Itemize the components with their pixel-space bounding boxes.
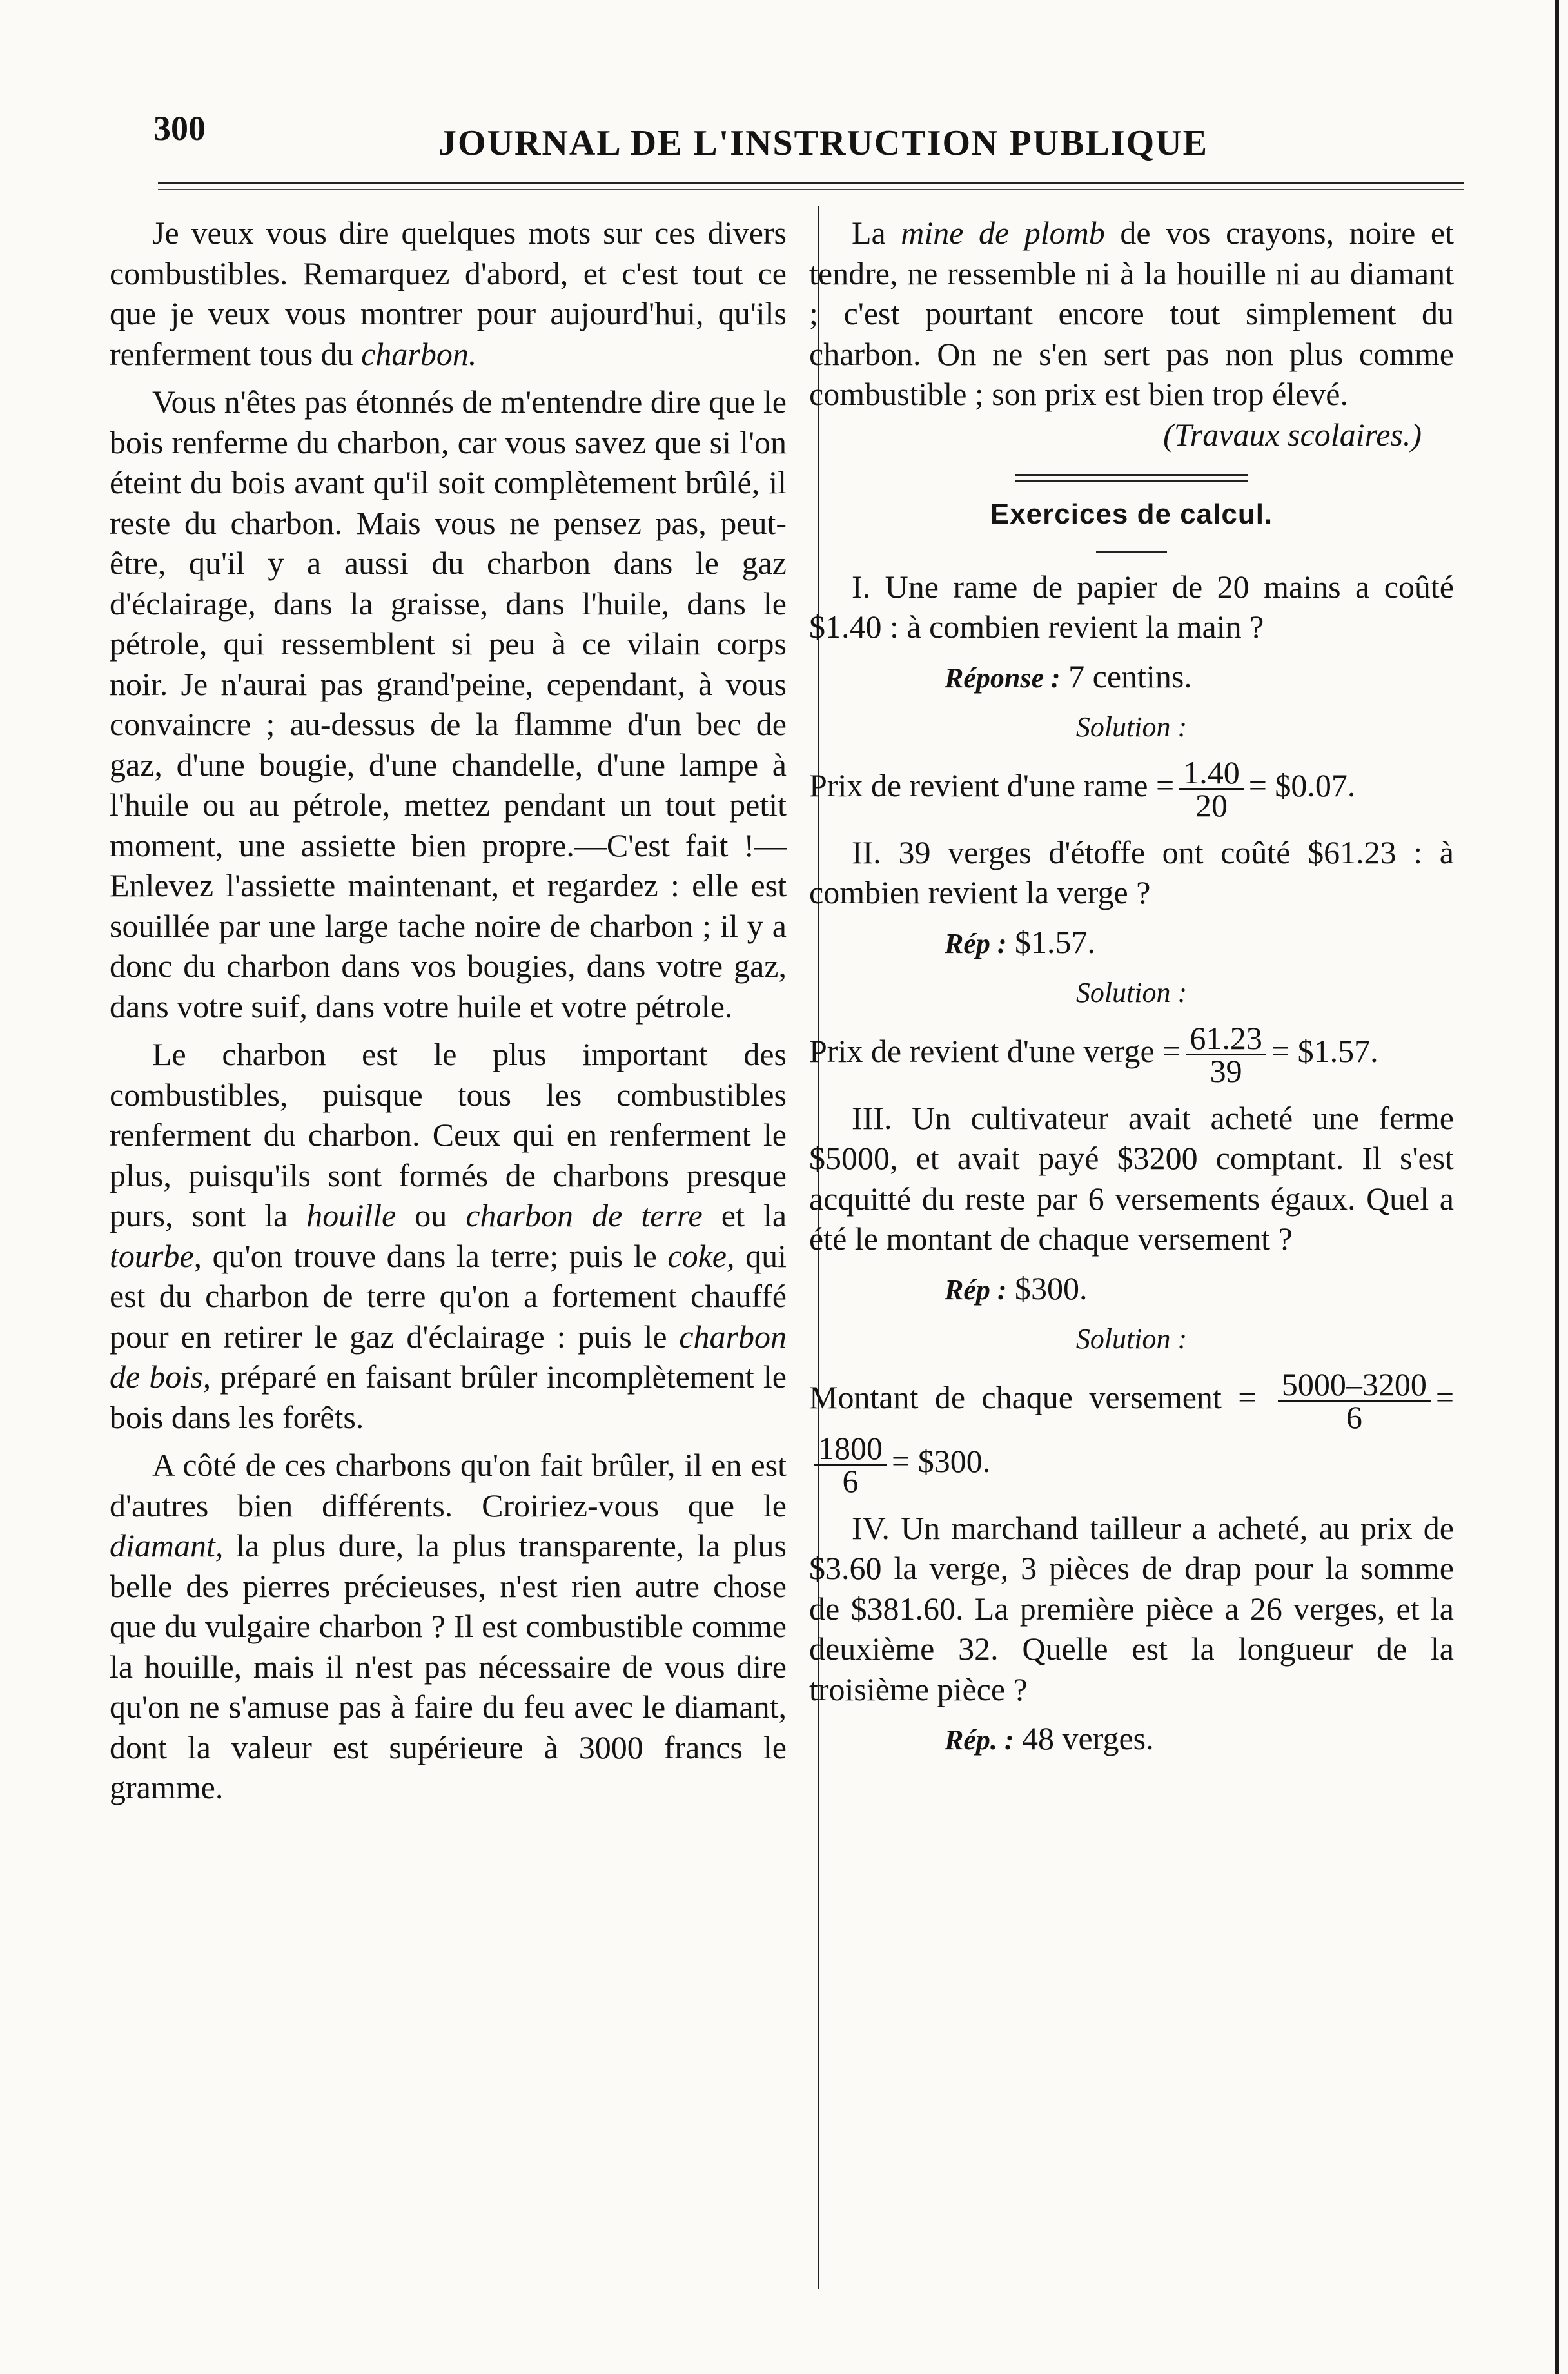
exercise-1: I. Une rame de papier de 20 mains a coûté $1.40 : à combien revient la main ?: [809, 568, 1454, 645]
exercise-3-equation: Montant de chaque versement = $\frac{5000-3200}{6}$ = $\frac{1800}{6}$ = $300.: [809, 1366, 1455, 1499]
paragraph-combustibles-intro: Je veux vous dire quelques mots sur ces divers combustibles. Remarquez d'abord, et c'est tout ce que je veux vous montrer pour aujourd'hui, qu'ils renferment tous du charbon.: [110, 215, 787, 372]
exercise-2: II. 39 verges d'étoffe ont coûté $61.23 : à combien revient la verge ?: [809, 834, 1454, 910]
exercise-2-fraction: $\frac{61.23}{39}$: [1186, 1023, 1266, 1086]
section-double-rule: [1015, 474, 1248, 482]
paragraph-charbon-important: Le charbon est le plus important des combustibles, puisque tous les combustibles renferment du charbon. Ceux qui en renferment le plus, puisqu'ils sont formés de charbons presque purs, sont la houille ou charbon de terre et la tourbe, qu'on trouve dans la terre; puis le coke, qui est du charbon de terre qu'on a fortement chauffé pour en retirer le gaz d'éclairage : puis le charbon de bois, préparé en faisant brûler incomplètement le bois dans les forêts.: [110, 1036, 787, 1435]
exercise-3: III. Un cultivateur avait acheté une ferme $5000, et avait payé $3200 comptant. Il s'est acquitté du reste par 6 versements égaux. Quel a été le montant de chaque versement ?: [809, 1099, 1454, 1257]
exercise-3-fraction-a: $\frac{5000-3200}{6}$: [1278, 1369, 1431, 1433]
exercise-4: IV. Un marchand tailleur a acheté, au prix de $3.60 la verge, 3 pièces de drap pour la somme de $381.60. La première pièce a 26 verges, et la deuxième 32. Quelle est la longueur de la troisième pièce ?: [809, 1509, 1454, 1707]
exercise-2-equation: Prix de revient d'une verge = $\frac{61.23}{39}$ = $1.57.: [809, 1019, 1378, 1089]
exercise-4-answer: Rép. : 48 verges.: [945, 1720, 1154, 1756]
heading-rule: [1096, 551, 1167, 553]
paragraph-mine-de-plomb: La mine de plomb de vos crayons, noire et tendre, ne ressemble ni à la houille ni au diamant ; c'est pourtant encore tout simplement du charbon. On ne s'en sert pas non plus comme combustible ; son prix est bien trop élevé.: [809, 215, 1455, 412]
paragraph-diamant: A côté de ces charbons qu'on fait brûler, il en est d'autres bien différents. Croiriez-vous que le diamant, la plus dure, la plus transparente, la plus belle des pierres précieuses, n'est rien autre chose que du vulgaire charbon ? Il est combustible comme la houille, mais il n'est pas nécessaire de vous dire qu'on ne s'amuse pas à faire du feu avec le diamant, dont la valeur est supérieure à 3000 francs le gramme.: [110, 1447, 787, 1805]
header-rule-secondary: [158, 189, 1464, 190]
page-header: [0, 0, 1568, 193]
header-rule: [158, 182, 1464, 184]
exercise-1-solution-label: Solution :: [1075, 711, 1188, 743]
exercise-3-fraction-b: $\frac{1800}{6}$: [814, 1433, 887, 1496]
exercise-1-equation: Prix de revient d'une rame = $\frac{1.40}{20}$ = $0.07.: [809, 754, 1356, 823]
right-column: [809, 213, 1454, 1761]
exercise-3-solution-label: Solution :: [1075, 1323, 1188, 1355]
exercise-3-answer: Rép : $300.: [945, 1270, 1088, 1306]
exercise-1-fraction: $\frac{1.40}{20}$: [1179, 757, 1244, 821]
source-credit: (Travaux scolaires.): [1163, 416, 1422, 453]
exercise-2-answer: Rép : $1.57.: [945, 923, 1096, 960]
page-number: 300: [153, 109, 206, 148]
exercise-1-answer: Réponse : 7 centins.: [945, 658, 1192, 694]
section-heading: Exercices de calcul.: [990, 498, 1273, 530]
left-column: [110, 213, 787, 1808]
exercise-2-solution-label: Solution :: [1075, 977, 1188, 1008]
paragraph-bois-charbon: Vous n'êtes pas étonnés de m'entendre dire que le bois renferme du charbon, car vous savez que si l'on éteint du bois avant qu'il soit complètement brûlé, il reste du charbon. Mais vous ne pensez pas, peut-être, qu'il y a aussi du charbon dans le gaz d'éclairage, dans la graisse, dans l'huile, dans le pétrole, qui ressemblent si peu à ce vilain corps noir. Je n'aurai pas grand'peine, cependant, à vous convaincre ; au-dessus de la flamme d'un bec de gaz, d'une bougie, d'une chandelle, d'une lampe à l'huile ou au pétrole, mettez pendant un tout petit moment, une assiette bien propre.—C'est fait !—Enlevez l'assiette maintenant, et regardez : elle est souillée par une large tache noire de charbon ; il y a donc du charbon dans vos bougies, dans votre gaz, dans votre suif, dans votre huile et votre pétrole.: [110, 384, 787, 1025]
page-edge: [1555, 0, 1559, 2374]
running-title: JOURNAL DE L'INSTRUCTION PUBLIQUE: [438, 123, 1208, 163]
